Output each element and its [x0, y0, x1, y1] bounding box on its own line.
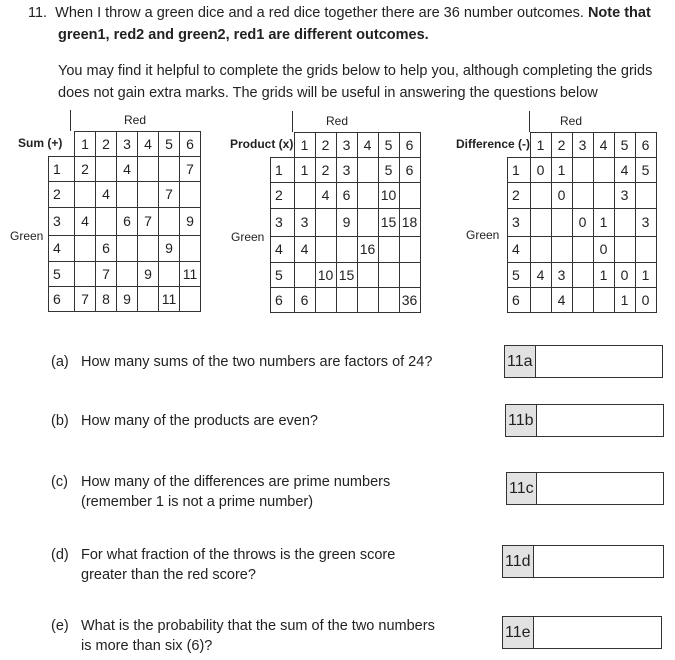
sum-cell[interactable] [75, 261, 96, 286]
difference-cell[interactable] [635, 182, 656, 208]
part-question-text: How many of the differences are prime numbers [81, 474, 391, 490]
difference-row-label: 5 [508, 262, 531, 287]
product-cell[interactable]: 9 [336, 208, 357, 236]
sum-header-cell: 3 [117, 132, 138, 157]
product-cell[interactable]: 2 [315, 157, 336, 182]
product-row-label: 5 [271, 262, 295, 287]
difference-corner-label: Difference (-) [456, 137, 531, 151]
sum-row [49, 286, 201, 311]
difference-red-label: Red [560, 114, 583, 128]
product-cell[interactable] [378, 287, 399, 312]
difference-header-cell: 4 [593, 133, 614, 158]
product-cell[interactable]: 10 [378, 182, 399, 208]
sum-green-label: Green [10, 229, 44, 243]
product-corner-cell [271, 133, 295, 158]
sum-cell[interactable] [138, 181, 159, 207]
sum-cell[interactable]: 6 [117, 207, 138, 235]
sum-cell[interactable]: 4 [96, 181, 117, 207]
difference-header-cell: 6 [635, 133, 656, 158]
sum-cell[interactable]: 7 [180, 156, 201, 181]
sum-cell[interactable] [180, 286, 201, 311]
difference-header-cell: 5 [614, 133, 635, 158]
difference-cell[interactable]: 1 [635, 262, 656, 287]
product-cell[interactable]: 6 [336, 182, 357, 208]
product-table [270, 132, 421, 313]
difference-row [508, 287, 657, 312]
sum-red-label: Red [124, 113, 147, 127]
sum-row-label: 4 [49, 235, 75, 261]
part-question-text-continued: is more than six (6)? [81, 638, 213, 654]
sum-cell[interactable]: 9 [117, 286, 138, 311]
difference-cell[interactable] [593, 287, 614, 312]
product-cell[interactable]: 10 [315, 262, 336, 287]
product-cell[interactable]: 6 [399, 157, 420, 182]
sum-row-label: 6 [49, 286, 75, 311]
part-question-text: What is the probability that the sum of the two numbers [81, 618, 435, 634]
product-row [271, 287, 421, 312]
sum-cell[interactable] [180, 235, 201, 261]
sum-cell[interactable] [138, 156, 159, 181]
product-cell[interactable] [399, 262, 420, 287]
product-cell[interactable] [399, 182, 420, 208]
difference-cell[interactable]: 1 [551, 157, 572, 182]
sum-header-cell: 6 [180, 132, 201, 157]
sum-header-cell: 5 [159, 132, 180, 157]
sum-row [49, 261, 201, 286]
answer-box[interactable] [505, 404, 664, 437]
part-letter: (d) [51, 547, 69, 563]
product-header-cell: 1 [294, 133, 315, 158]
difference-cell[interactable] [572, 287, 593, 312]
part-question-text: For what fraction of the throws is the green score [81, 547, 396, 563]
answer-box-label: 11a [505, 346, 536, 377]
difference-cell[interactable] [572, 182, 593, 208]
difference-cell[interactable]: 3 [635, 208, 656, 236]
difference-cell[interactable]: 4 [530, 262, 551, 287]
sum-cell[interactable]: 9 [138, 261, 159, 286]
sum-cell[interactable] [159, 156, 180, 181]
sum-row [49, 156, 201, 181]
sum-cell[interactable]: 11 [159, 286, 180, 311]
difference-cell[interactable] [572, 262, 593, 287]
product-row-label: 1 [271, 157, 295, 182]
sum-header-cell: 2 [96, 132, 117, 157]
difference-cell[interactable]: 0 [635, 287, 656, 312]
difference-row-label: 2 [508, 182, 531, 208]
product-cell[interactable]: 3 [336, 157, 357, 182]
sum-cell[interactable]: 7 [138, 207, 159, 235]
product-row [271, 236, 421, 262]
product-cell[interactable] [399, 236, 420, 262]
difference-cell[interactable]: 0 [593, 236, 614, 262]
product-cell[interactable] [294, 262, 315, 287]
sum-table [48, 131, 201, 312]
product-cell[interactable]: 1 [294, 157, 315, 182]
sum-cell[interactable]: 4 [75, 207, 96, 235]
answer-box-label: 11d [503, 546, 534, 577]
product-cell[interactable]: 4 [294, 236, 315, 262]
difference-header-divider [529, 111, 530, 132]
difference-header-cell: 1 [530, 133, 551, 158]
product-cell[interactable] [357, 208, 378, 236]
difference-cell[interactable] [635, 236, 656, 262]
sum-cell[interactable] [159, 207, 180, 235]
product-cell[interactable]: 18 [399, 208, 420, 236]
product-corner-label: Product (x) [230, 137, 294, 151]
product-header-cell: 4 [357, 133, 378, 158]
sum-cell[interactable] [180, 181, 201, 207]
product-cell[interactable] [315, 208, 336, 236]
difference-cell[interactable] [572, 157, 593, 182]
sum-cell[interactable]: 2 [75, 156, 96, 181]
sum-row [49, 207, 201, 235]
difference-row [508, 208, 657, 236]
sum-row [49, 235, 201, 261]
product-cell[interactable] [357, 262, 378, 287]
sum-cell[interactable] [138, 235, 159, 261]
part-letter: (b) [51, 413, 69, 429]
product-cell[interactable] [336, 287, 357, 312]
product-cell[interactable]: 36 [399, 287, 420, 312]
difference-cell[interactable]: 1 [593, 208, 614, 236]
part-question-text-continued: greater than the red score? [81, 567, 256, 583]
product-cell[interactable]: 15 [378, 208, 399, 236]
sum-header-cell: 1 [75, 132, 96, 157]
sum-row [49, 181, 201, 207]
difference-header-cell: 3 [572, 133, 593, 158]
product-cell[interactable]: 6 [294, 287, 315, 312]
part-question-text-continued: (remember 1 is not a prime number) [81, 494, 314, 510]
sum-cell[interactable]: 8 [96, 286, 117, 311]
difference-cell[interactable] [593, 182, 614, 208]
difference-table [507, 132, 657, 313]
difference-row [508, 262, 657, 287]
difference-cell[interactable]: 0 [551, 182, 572, 208]
product-header-cell: 5 [378, 133, 399, 158]
product-row [271, 262, 421, 287]
product-row-label: 3 [271, 208, 295, 236]
difference-cell[interactable] [530, 287, 551, 312]
sum-cell[interactable]: 7 [75, 286, 96, 311]
product-cell[interactable] [294, 182, 315, 208]
product-header-cell: 2 [315, 133, 336, 158]
difference-cell[interactable]: 5 [635, 157, 656, 182]
answer-box[interactable] [506, 472, 664, 505]
product-cell[interactable]: 15 [336, 262, 357, 287]
sum-cell[interactable] [159, 261, 180, 286]
sum-cell[interactable]: 6 [96, 235, 117, 261]
difference-cell[interactable] [530, 236, 551, 262]
difference-cell[interactable]: 4 [551, 287, 572, 312]
difference-cell[interactable] [614, 208, 635, 236]
answer-box[interactable] [502, 616, 662, 649]
product-cell[interactable] [315, 236, 336, 262]
difference-green-label: Green [466, 228, 500, 242]
part-letter: (e) [51, 618, 69, 634]
sum-cell[interactable]: 9 [180, 207, 201, 235]
part-question-text: How many of the products are even? [81, 413, 318, 429]
sum-cell[interactable] [75, 235, 96, 261]
part-question-text: How many sums of the two numbers are factors of 24? [81, 354, 433, 370]
sum-corner-label: Sum (+) [18, 136, 63, 150]
difference-row-label: 3 [508, 208, 531, 236]
product-red-label: Red [326, 114, 349, 128]
product-cell[interactable] [378, 236, 399, 262]
question-number: 11. [28, 5, 48, 21]
difference-row [508, 236, 657, 262]
product-row-label: 6 [271, 287, 295, 312]
sum-cell[interactable] [117, 261, 138, 286]
answer-box-label: 11c [507, 473, 537, 504]
answer-box[interactable] [504, 345, 663, 378]
sum-row-label: 3 [49, 207, 75, 235]
part-letter: (c) [51, 474, 68, 490]
product-cell[interactable] [315, 287, 336, 312]
product-row-label: 2 [271, 182, 295, 208]
product-cell[interactable] [336, 236, 357, 262]
difference-cell[interactable]: 1 [593, 262, 614, 287]
sum-cell[interactable] [75, 181, 96, 207]
difference-row [508, 182, 657, 208]
product-header-cell: 6 [399, 133, 420, 158]
difference-cell[interactable]: 0 [614, 262, 635, 287]
product-cell[interactable] [357, 157, 378, 182]
helper-text-line-2: does not gain extra marks. The grids will be useful in answering the questions below [58, 85, 598, 101]
helper-text-line-1: You may find it helpful to complete the grids below to help you, although completing the grids [58, 63, 653, 79]
intro-note-continued: green1, red2 and green2, red1 are different outcomes. [58, 27, 429, 43]
sum-cell[interactable] [117, 181, 138, 207]
product-cell[interactable]: 4 [315, 182, 336, 208]
difference-cell[interactable] [530, 182, 551, 208]
difference-cell[interactable] [593, 157, 614, 182]
sum-cell[interactable] [96, 156, 117, 181]
sum-corner-cell [49, 132, 75, 157]
product-green-label: Green [231, 230, 265, 244]
difference-cell[interactable] [551, 236, 572, 262]
question-intro [28, 2, 668, 24]
answer-box-label: 11e [503, 617, 534, 648]
sum-cell[interactable] [138, 286, 159, 311]
intro-text: When I throw a green dice and a red dice together there are 36 number outcomes. [55, 5, 584, 21]
product-cell[interactable] [378, 262, 399, 287]
sum-row-label: 5 [49, 261, 75, 286]
part-letter: (a) [51, 354, 69, 370]
product-cell[interactable]: 5 [378, 157, 399, 182]
difference-cell[interactable]: 1 [614, 287, 635, 312]
sum-cell[interactable]: 11 [180, 261, 201, 286]
answer-box-label: 11b [506, 405, 537, 436]
answer-box[interactable] [502, 545, 664, 578]
product-row [271, 182, 421, 208]
product-row-label: 4 [271, 236, 295, 262]
difference-header-cell: 2 [551, 133, 572, 158]
sum-cell[interactable] [96, 207, 117, 235]
sum-cell[interactable]: 9 [159, 235, 180, 261]
sum-header-row [49, 132, 201, 157]
difference-cell[interactable]: 4 [614, 157, 635, 182]
difference-cell[interactable]: 0 [572, 208, 593, 236]
difference-cell[interactable]: 0 [530, 157, 551, 182]
product-cell[interactable] [357, 287, 378, 312]
sum-cell[interactable] [117, 235, 138, 261]
difference-cell[interactable] [614, 236, 635, 262]
sum-cell[interactable]: 7 [96, 261, 117, 286]
difference-cell[interactable]: 3 [551, 262, 572, 287]
difference-corner-cell [508, 133, 531, 158]
product-header-cell: 3 [336, 133, 357, 158]
difference-row-label: 1 [508, 157, 531, 182]
difference-header-row [508, 133, 657, 158]
difference-cell[interactable] [551, 208, 572, 236]
product-row [271, 208, 421, 236]
sum-row-label: 2 [49, 181, 75, 207]
sum-header-divider [70, 110, 71, 131]
sum-row-label: 1 [49, 156, 75, 181]
difference-row-label: 4 [508, 236, 531, 262]
difference-row [508, 157, 657, 182]
sum-cell[interactable]: 7 [159, 181, 180, 207]
sum-cell[interactable]: 4 [117, 156, 138, 181]
product-row [271, 157, 421, 182]
product-cell[interactable]: 3 [294, 208, 315, 236]
product-header-row [271, 133, 421, 158]
difference-cell[interactable] [530, 208, 551, 236]
sum-header-cell: 4 [138, 132, 159, 157]
difference-cell[interactable]: 3 [614, 182, 635, 208]
product-cell[interactable]: 16 [357, 236, 378, 262]
product-header-divider [292, 111, 293, 132]
difference-cell[interactable] [572, 236, 593, 262]
product-cell[interactable] [357, 182, 378, 208]
difference-row-label: 6 [508, 287, 531, 312]
intro-note: Note that [587, 5, 651, 21]
